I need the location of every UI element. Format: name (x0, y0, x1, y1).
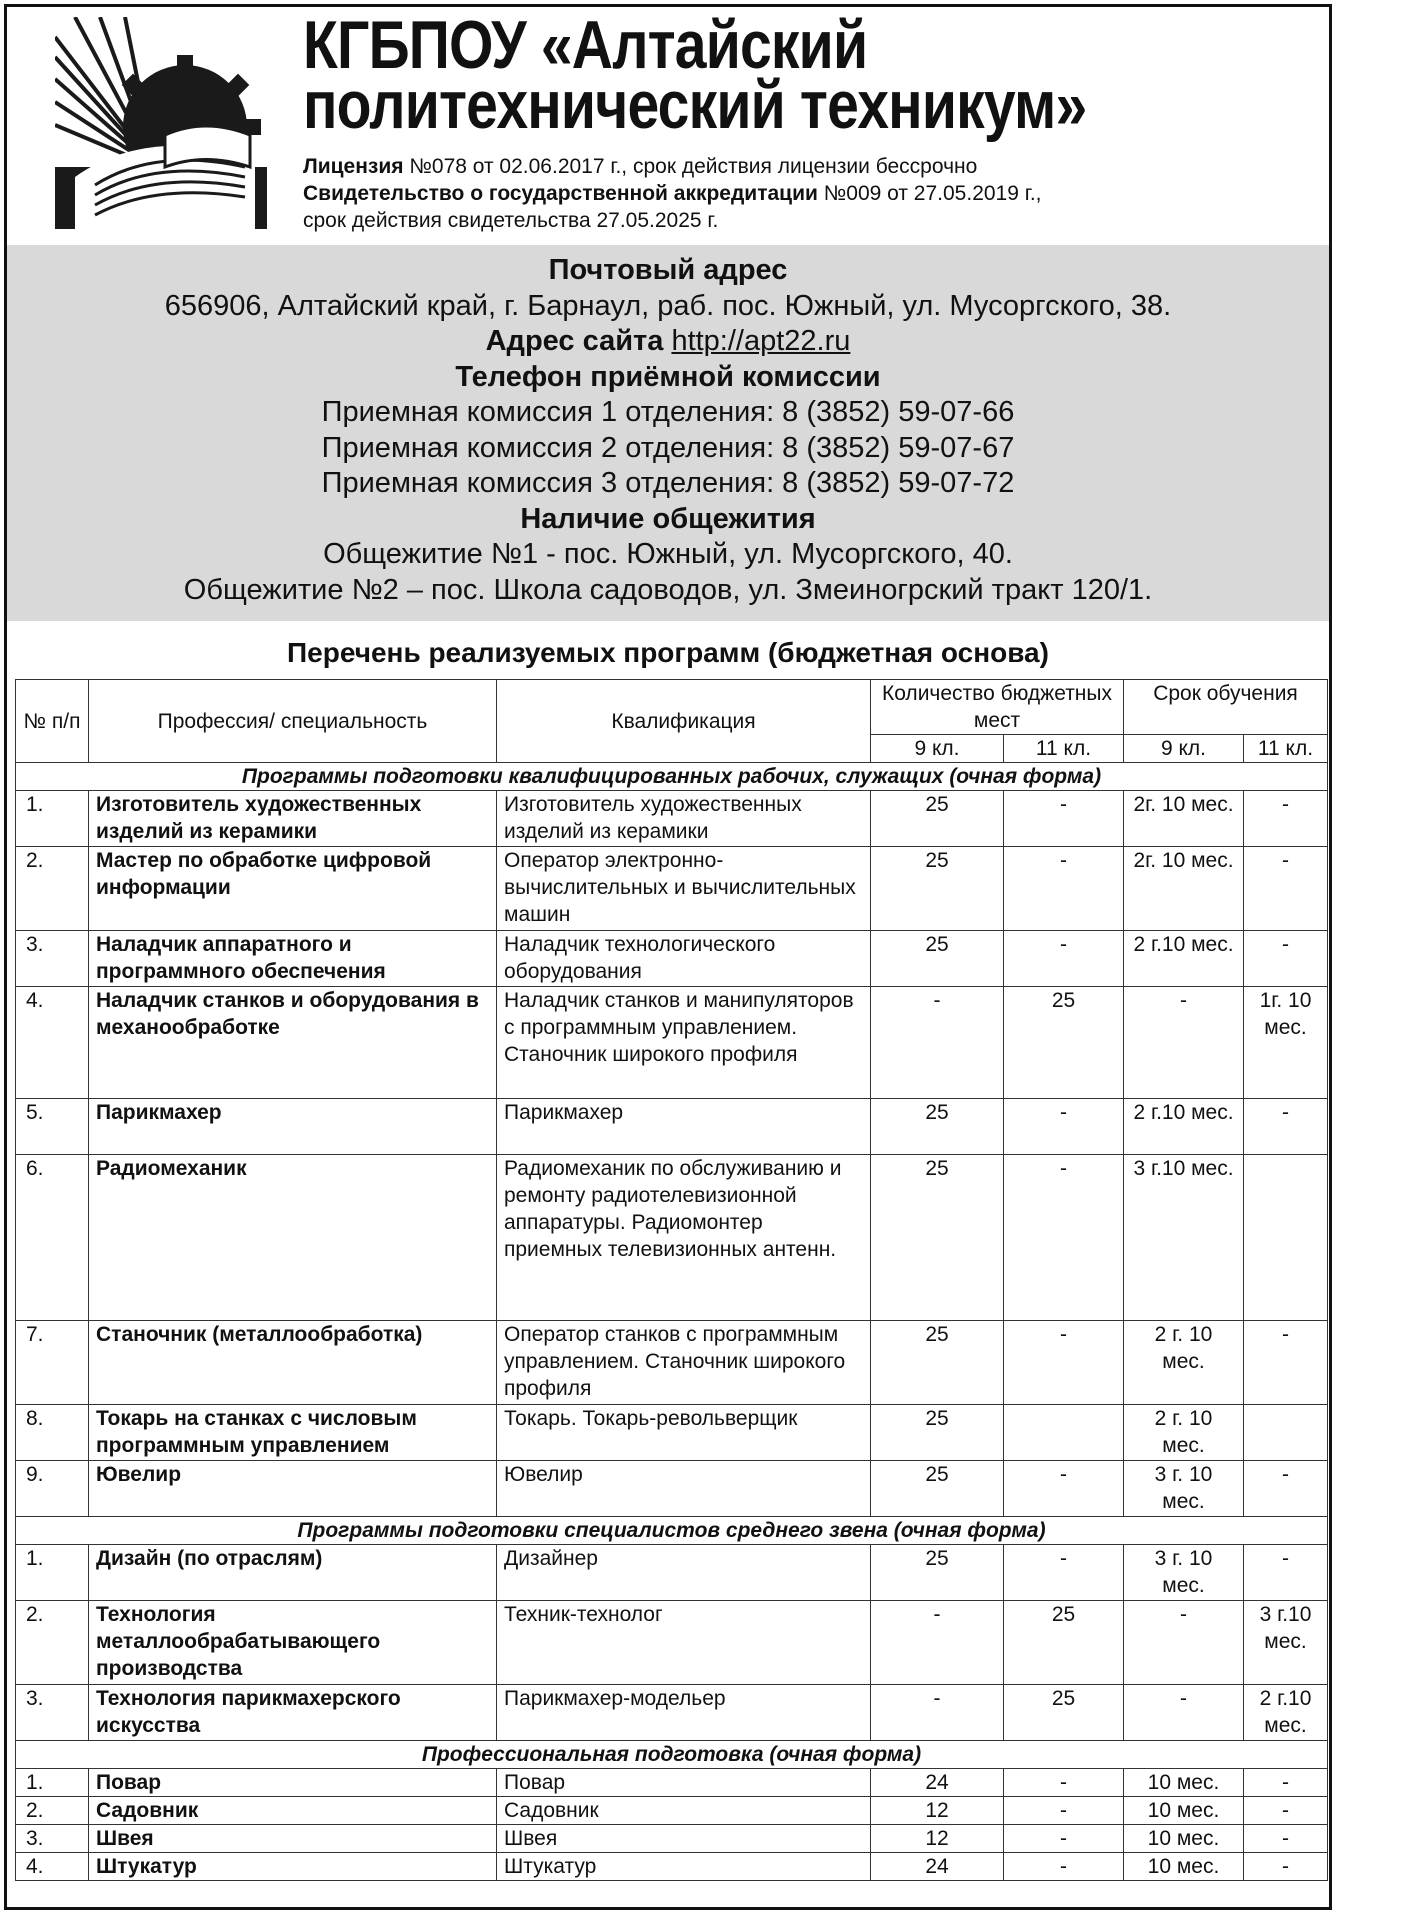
title-line-2: политехнический техникум» (303, 67, 1087, 143)
phone-heading: Телефон приёмной комиссии (455, 360, 881, 393)
table-row (16, 1545, 1328, 1601)
programs-table (15, 679, 1328, 1881)
profession-cell: Изготовитель художественных изделий из керамики (89, 791, 497, 847)
header-grade-11: 11 кл. (1244, 735, 1328, 763)
qualification-cell: Штукатур (497, 1853, 871, 1881)
contacts-block (7, 245, 1329, 621)
places-9-cell: 25 (871, 847, 1004, 931)
table-row (16, 791, 1328, 847)
page-title (303, 7, 1087, 143)
places-11-cell: - (1004, 1769, 1124, 1797)
places-9-cell: 25 (871, 1461, 1004, 1517)
qualification-cell: Швея (497, 1825, 871, 1853)
row-number: 3. (16, 931, 89, 987)
profession-cell: Технология парикмахерского искусства (89, 1685, 497, 1741)
header-qualification: Квалификация (497, 680, 871, 763)
row-number: 2. (16, 1797, 89, 1825)
license-block (303, 153, 1042, 234)
duration-9-cell: 10 мес. (1124, 1825, 1244, 1853)
places-11-cell: - (1004, 1545, 1124, 1601)
qualification-cell: Парикмахер-модельер (497, 1685, 871, 1741)
row-number: 4. (16, 1853, 89, 1881)
row-number: 9. (16, 1461, 89, 1517)
table-header-row (16, 680, 1328, 735)
duration-9-cell: 3 г.10 мес. (1124, 1155, 1244, 1321)
table-row (16, 1685, 1328, 1741)
profession-cell: Станочник (металлообработка) (89, 1321, 497, 1405)
header-grade-9: 9 кл. (1124, 735, 1244, 763)
row-number: 5. (16, 1099, 89, 1155)
duration-11-cell: - (1244, 1797, 1328, 1825)
duration-9-cell: - (1124, 1601, 1244, 1685)
duration-9-cell: 2 г.10 мес. (1124, 931, 1244, 987)
places-9-cell: - (871, 1601, 1004, 1685)
dorm-line: Общежитие №1 - пос. Южный, ул. Мусоргского, 40. (323, 538, 1013, 570)
duration-11-cell: - (1244, 931, 1328, 987)
header-grade-11: 11 кл. (1004, 735, 1124, 763)
header-budget-places: Количество бюджетных мест (871, 680, 1124, 735)
profession-cell: Технология металлообрабатывающего производства (89, 1601, 497, 1685)
duration-9-cell: 2г. 10 мес. (1124, 847, 1244, 931)
profession-cell: Дизайн (по отраслям) (89, 1545, 497, 1601)
table-row (16, 1853, 1328, 1881)
row-number: 8. (16, 1405, 89, 1461)
places-11-cell: - (1004, 1155, 1124, 1321)
header-duration: Срок обучения (1124, 680, 1328, 735)
places-9-cell: - (871, 987, 1004, 1099)
section-row (16, 1741, 1328, 1769)
qualification-cell: Оператор станков с программным управлением. Станочник широкого профиля (497, 1321, 871, 1405)
header-grade-9: 9 кл. (871, 735, 1004, 763)
table-row (16, 931, 1328, 987)
site-label: Адрес сайта (485, 325, 664, 357)
programs-title: Перечень реализуемых программ (бюджетная основа) (287, 637, 1049, 668)
profession-cell: Наладчик станков и оборудования в механообработке (89, 987, 497, 1099)
qualification-cell: Дизайнер (497, 1545, 871, 1601)
duration-11-cell: - (1244, 1853, 1328, 1881)
places-9-cell: 24 (871, 1853, 1004, 1881)
places-11-cell: - (1004, 931, 1124, 987)
postal-address: 656906, Алтайский край, г. Барнаул, раб. пос. Южный, ул. Мусоргского, 38. (164, 289, 1172, 322)
row-number: 3. (16, 1825, 89, 1853)
table-row (16, 847, 1328, 931)
duration-9-cell: 10 мес. (1124, 1769, 1244, 1797)
qualification-cell: Техник-технолог (497, 1601, 871, 1685)
programs-table-body (16, 763, 1328, 1881)
duration-9-cell: 2 г.10 мес. (1124, 1099, 1244, 1155)
duration-11-cell: - (1244, 1461, 1328, 1517)
duration-11-cell: - (1244, 1545, 1328, 1601)
header-num: № п/п (16, 680, 89, 763)
table-row (16, 1099, 1328, 1155)
table-row (16, 1601, 1328, 1685)
duration-9-cell: 2 г. 10 мес. (1124, 1321, 1244, 1405)
places-9-cell: 12 (871, 1797, 1004, 1825)
phone-line: Приемная комиссия 3 отделения: 8 (3852) 59-07-72 (321, 467, 1015, 499)
places-9-cell: 25 (871, 1321, 1004, 1405)
places-11-cell: - (1004, 847, 1124, 931)
site-link[interactable]: http://apt22.ru (671, 325, 851, 357)
duration-9-cell: 3 г. 10 мес. (1124, 1461, 1244, 1517)
places-11-cell: - (1004, 1321, 1124, 1405)
license-label: Лицензия (303, 155, 404, 178)
section-title: Программы подготовки специалистов среднего звена (очная форма) (16, 1517, 1328, 1545)
row-number: 2. (16, 1601, 89, 1685)
profession-cell: Парикмахер (89, 1099, 497, 1155)
document-page (4, 4, 1332, 1910)
table-row (16, 1769, 1328, 1797)
duration-11-cell: - (1244, 847, 1328, 931)
profession-cell: Ювелир (89, 1461, 497, 1517)
places-11-cell (1004, 1405, 1124, 1461)
places-9-cell: 24 (871, 1769, 1004, 1797)
header (7, 7, 1329, 243)
duration-9-cell: - (1124, 1685, 1244, 1741)
duration-9-cell: 3 г. 10 мес. (1124, 1545, 1244, 1601)
row-number: 4. (16, 987, 89, 1099)
row-number: 1. (16, 1769, 89, 1797)
row-number: 2. (16, 847, 89, 931)
duration-9-cell: 10 мес. (1124, 1797, 1244, 1825)
qualification-cell: Ювелир (497, 1461, 871, 1517)
places-9-cell: 25 (871, 1155, 1004, 1321)
dorm-heading: Наличие общежития (520, 502, 816, 535)
duration-9-cell: 2 г. 10 мес. (1124, 1405, 1244, 1461)
profession-cell: Радиомеханик (89, 1155, 497, 1321)
duration-11-cell: - (1244, 1825, 1328, 1853)
profession-cell: Наладчик аппаратного и программного обеспечения (89, 931, 497, 987)
table-row (16, 1825, 1328, 1853)
places-9-cell: 25 (871, 1405, 1004, 1461)
section-title: Программы подготовки квалифицированных рабочих, служащих (очная форма) (16, 763, 1328, 791)
duration-11-cell: - (1244, 791, 1328, 847)
table-row (16, 1155, 1328, 1321)
qualification-cell: Парикмахер (497, 1099, 871, 1155)
qualification-cell: Повар (497, 1769, 871, 1797)
table-row (16, 1405, 1328, 1461)
qualification-cell: Оператор электронно-вычислительных и вычислительных машин (497, 847, 871, 931)
license-text: №078 от 02.06.2017 г., срок действия лицензии бессрочно (403, 155, 978, 178)
section-row (16, 1517, 1328, 1545)
duration-11-cell: - (1244, 1099, 1328, 1155)
table-row (16, 1797, 1328, 1825)
places-9-cell: 25 (871, 1099, 1004, 1155)
dorm-line: Общежитие №2 – пос. Школа садоводов, ул. Змеиногрский тракт 120/1. (183, 573, 1153, 606)
places-11-cell: - (1004, 1825, 1124, 1853)
row-number: 7. (16, 1321, 89, 1405)
duration-11-cell: - (1244, 1321, 1328, 1405)
profession-cell: Садовник (89, 1797, 497, 1825)
places-9-cell: 12 (871, 1825, 1004, 1853)
duration-11-cell: - (1244, 1769, 1328, 1797)
row-number: 3. (16, 1685, 89, 1741)
places-9-cell: 25 (871, 931, 1004, 987)
places-11-cell: - (1004, 791, 1124, 847)
places-9-cell: - (871, 1685, 1004, 1741)
accreditation-label: Свидетельство о государственной аккредитации (303, 182, 818, 205)
row-number: 1. (16, 791, 89, 847)
table-row (16, 1321, 1328, 1405)
header-profession: Профессия/ специальность (89, 680, 497, 763)
row-number: 6. (16, 1155, 89, 1321)
title-line-1: КГБПОУ «Алтайский (303, 7, 868, 83)
places-11-cell: 25 (1004, 1601, 1124, 1685)
profession-cell: Штукатур (89, 1853, 497, 1881)
qualification-cell: Радиомеханик по обслуживанию и ремонту радиотелевизионной аппаратуры. Радиомонтер приемных телевизионных антенн. (497, 1155, 871, 1321)
duration-9-cell: - (1124, 987, 1244, 1099)
qualification-cell: Наладчик станков и манипуляторов с программным управлением. Станочник широкого профиля (497, 987, 871, 1099)
profession-cell: Мастер по обработке цифровой информации (89, 847, 497, 931)
places-11-cell: - (1004, 1797, 1124, 1825)
places-11-cell: - (1004, 1099, 1124, 1155)
row-number: 1. (16, 1545, 89, 1601)
profession-cell: Токарь на станках с числовым программным управлением (89, 1405, 497, 1461)
section-title: Профессиональная подготовка (очная форма) (16, 1741, 1328, 1769)
places-11-cell: - (1004, 1461, 1124, 1517)
phone-line: Приемная комиссия 1 отделения: 8 (3852) 59-07-66 (321, 396, 1015, 428)
phone-line: Приемная комиссия 2 отделения: 8 (3852) 59-07-67 (321, 431, 1015, 464)
places-11-cell: 25 (1004, 987, 1124, 1099)
duration-9-cell: 2г. 10 мес. (1124, 791, 1244, 847)
section-row (16, 763, 1328, 791)
table-row (16, 1461, 1328, 1517)
places-11-cell: 25 (1004, 1685, 1124, 1741)
qualification-cell: Изготовитель художественных изделий из керамики (497, 791, 871, 847)
accreditation-validity: срок действия свидетельства 27.05.2025 г. (303, 209, 719, 232)
duration-9-cell: 10 мес. (1124, 1853, 1244, 1881)
accreditation-text: №009 от 27.05.2019 г., (817, 182, 1042, 205)
qualification-cell: Садовник (497, 1797, 871, 1825)
places-9-cell: 25 (871, 791, 1004, 847)
postal-heading: Почтовый адрес (548, 254, 788, 286)
duration-11-cell: 2 г.10 мес. (1244, 1685, 1328, 1741)
duration-11-cell (1244, 1155, 1328, 1321)
places-9-cell: 25 (871, 1545, 1004, 1601)
profession-cell: Швея (89, 1825, 497, 1853)
qualification-cell: Токарь. Токарь-револьверщик (497, 1405, 871, 1461)
college-logo (55, 17, 267, 229)
duration-11-cell (1244, 1405, 1328, 1461)
qualification-cell: Наладчик технологического оборудования (497, 931, 871, 987)
profession-cell: Повар (89, 1769, 497, 1797)
table-row (16, 987, 1328, 1099)
duration-11-cell: 3 г.10 мес. (1244, 1601, 1328, 1685)
duration-11-cell: 1г. 10 мес. (1244, 987, 1328, 1099)
places-11-cell: - (1004, 1853, 1124, 1881)
